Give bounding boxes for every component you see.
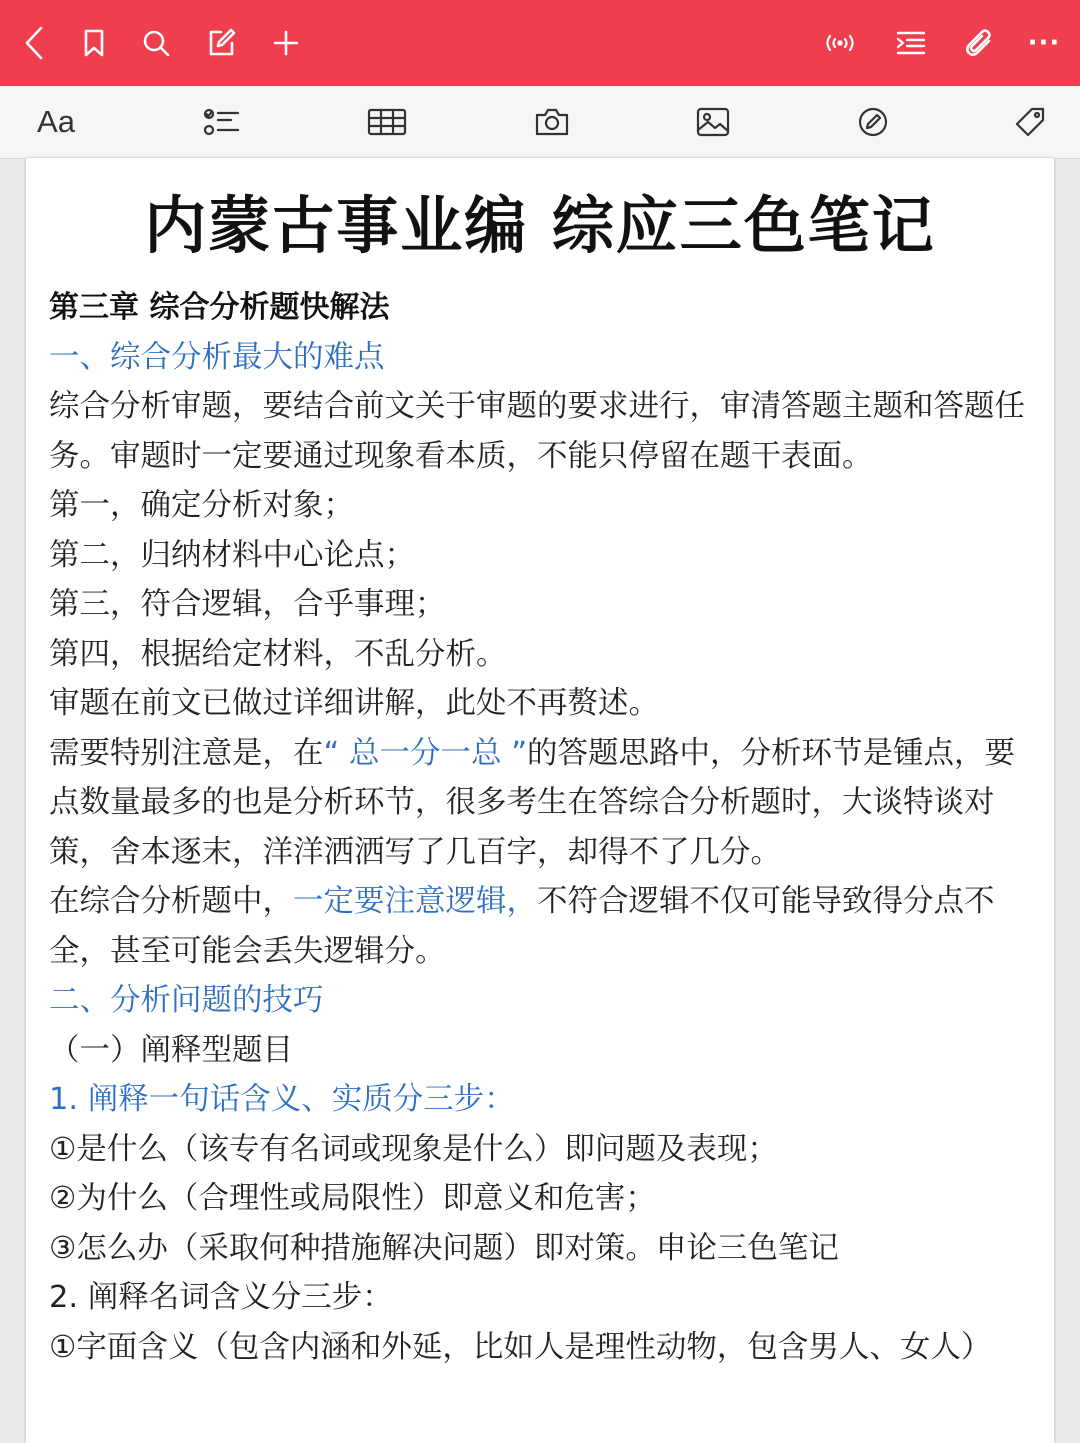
list-item-3: 第三，符合逻辑，合乎事理； <box>49 587 446 622</box>
chapter-heading: 第三章 综合分析题快解法 <box>49 290 390 325</box>
search-icon[interactable] <box>131 18 181 68</box>
step-1-item-b: ②为什么（合理性或局限性）即意义和危害； <box>49 1181 656 1216</box>
font-format-button[interactable] <box>30 97 82 147</box>
edit-icon[interactable] <box>196 18 246 68</box>
step-1-heading: 1. 阐释一句话含义、实质分三步： <box>49 1082 515 1117</box>
paragraph-2: 审题在前文已做过详细讲解，此处不再赘述。 <box>49 686 659 721</box>
list-item-1: 第一，确定分析对象； <box>49 488 354 523</box>
step-1-item-a: ①是什么（该专有名词或现象是什么）即问题及表现； <box>49 1131 778 1167</box>
camera-icon[interactable] <box>526 97 578 147</box>
broadcast-icon[interactable] <box>815 18 865 68</box>
subsection-heading-1: （一）阐释型题目 <box>49 1032 293 1068</box>
paragraph-3-part-c: 的答题思路中，分析环节是锺点，要点数量最多的也是分析环节，很多考生在答综合分析题时，大谈特谈对策，舍本逐末，洋洋洒洒写了几百字，却得不了几分。 <box>49 735 1015 870</box>
paragraph-4-part-a: 在综合分析题中， <box>49 884 293 919</box>
list-item-4: 第四，根据给定材料，不乱分析。 <box>49 636 507 672</box>
note-page[interactable] <box>26 158 1054 1443</box>
paragraph-3-highlight: “ 总一分一总 ” <box>323 735 527 771</box>
step-1-item-c: ③怎么办（采取何种措施解决问题）即对策。申论三色笔记 <box>49 1230 839 1266</box>
plus-icon[interactable] <box>261 18 311 68</box>
image-icon[interactable] <box>687 97 739 147</box>
pencil-icon[interactable] <box>847 97 899 147</box>
list-item-2: 第二，归纳材料中心论点； <box>49 537 415 573</box>
paragraph-3-part-a: 需要特别注意是，在 <box>49 735 324 771</box>
bookmark-icon[interactable] <box>69 18 119 68</box>
paragraph-3 <box>49 729 1039 878</box>
section-heading-2: 二、分析问题的技巧 <box>49 983 324 1018</box>
chevron-left-icon[interactable] <box>10 18 60 68</box>
font-format-label: Aa <box>37 104 75 139</box>
paragraph-4 <box>49 877 1039 976</box>
section-heading-1: 一、综合分析最大的难点 <box>49 339 385 375</box>
note-content[interactable] <box>49 283 1039 1372</box>
table-icon[interactable] <box>361 97 413 147</box>
paragraph-4-highlight: 一定要注意逻辑， <box>293 884 537 919</box>
step-2-item-a: ①字面含义（包含内涵和外延，比如人是理性动物，包含男人、女人） <box>49 1329 992 1365</box>
paragraph-4-part-c: 不符合逻辑不仅可能导致得分点不全，甚至可能会丢失逻辑分。 <box>49 884 995 969</box>
paragraph-1: 综合分析审题，要结合前文关于审题的要求进行，审清答题主题和答题任务。审题时一定要通过现象看本质，不能只停留在题干表面。 <box>49 389 1025 474</box>
more-label: ··· <box>1027 28 1061 58</box>
checklist-icon[interactable] <box>196 97 248 147</box>
format-toolbar <box>0 86 1080 159</box>
note-title: 内蒙古事业编 综应三色笔记 <box>144 189 936 262</box>
top-toolbar <box>0 0 1080 86</box>
more-icon[interactable] <box>1019 18 1069 68</box>
tag-icon[interactable] <box>1004 97 1056 147</box>
step-2-heading: 2. 阐释名词含义分三步： <box>49 1280 393 1315</box>
outline-icon[interactable] <box>886 18 936 68</box>
paperclip-icon[interactable] <box>954 18 1004 68</box>
